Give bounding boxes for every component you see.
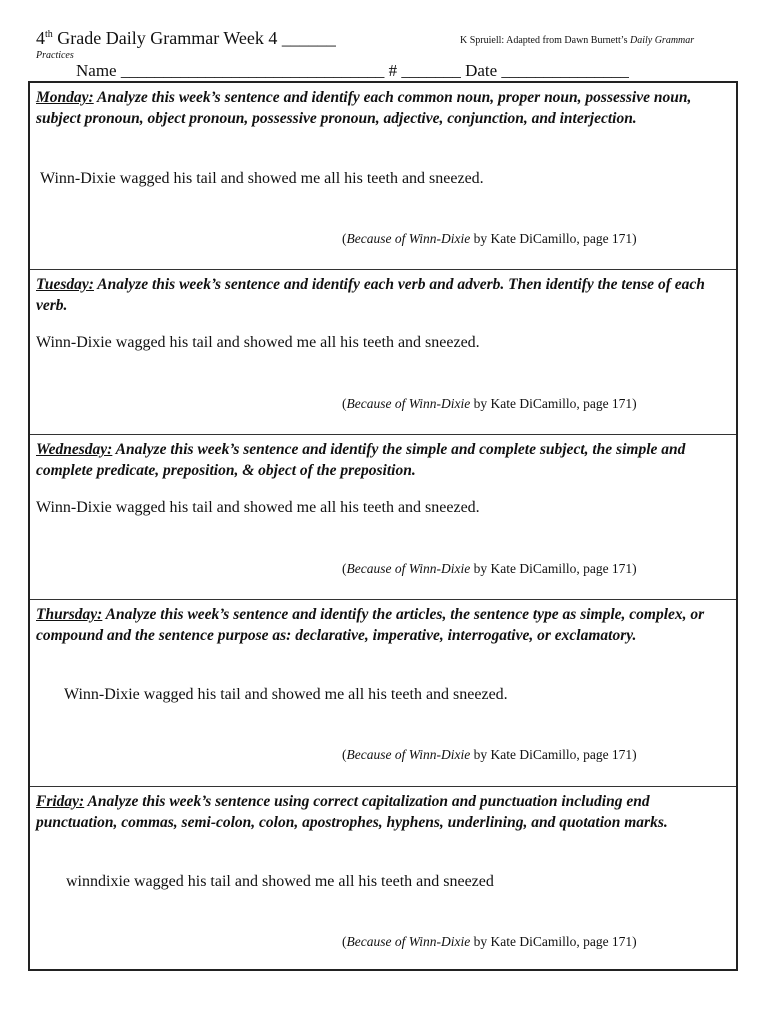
citation-rest: by Kate DiCamillo, page 171)	[470, 934, 637, 949]
page-title	[36, 28, 336, 49]
instruction-text: Analyze this week’s sentence and identify each common noun, proper noun, possessive noun, subject pronoun, object pronoun, possessive pronoun, adjective, conjunction, and interjection.	[36, 89, 692, 127]
day-label: Tuesday:	[36, 276, 94, 293]
instruction	[36, 604, 731, 646]
citation-rest: by Kate DiCamillo, page 171)	[470, 747, 637, 762]
instruction-text: Analyze this week’s sentence using correct capitalization and punctuation including end punctuation, commas, semi-colon, colon, apostrophes, hyphens, underlining, and quotation marks.	[36, 793, 668, 831]
citation	[342, 231, 637, 247]
instruction	[36, 791, 731, 833]
citation-rest: by Kate DiCamillo, page 171)	[470, 561, 637, 576]
instruction	[36, 439, 731, 481]
citation-book: Because of Winn-Dixie	[346, 934, 471, 949]
citation	[342, 934, 637, 950]
citation-rest: by Kate DiCamillo, page 171)	[470, 396, 637, 411]
credit-continuation: Practices	[36, 50, 74, 61]
day-section-friday	[30, 787, 736, 969]
worksheet-table	[28, 81, 738, 971]
citation-book: Because of Winn-Dixie	[346, 561, 471, 576]
day-section-monday	[30, 83, 736, 270]
citation-open: (	[342, 396, 347, 411]
citation	[342, 747, 637, 763]
day-label: Thursday:	[36, 606, 103, 623]
sentence: Winn-Dixie wagged his tail and showed me all his teeth and sneezed.	[36, 499, 480, 516]
day-label: Wednesday:	[36, 441, 113, 458]
citation-open: (	[342, 934, 347, 949]
credit-text: K Spruiell: Adapted from Dawn Burnett’s	[460, 35, 630, 46]
name-number-date-line: Name _______________________________ # _______ Date _______________	[76, 61, 629, 80]
title-text: Grade Daily Grammar Week 4 ______	[52, 28, 336, 48]
sentence: Winn-Dixie wagged his tail and showed me all his teeth and sneezed.	[40, 170, 484, 187]
title-ordinal: th	[45, 29, 53, 40]
instruction-text: Analyze this week’s sentence and identify the articles, the sentence type as simple, complex, or compound and the sentence purpose as: declarative, imperative, interrogative, or exclamatory.	[36, 606, 705, 644]
citation-book: Because of Winn-Dixie	[346, 747, 471, 762]
citation-book: Because of Winn-Dixie	[346, 396, 471, 411]
instruction	[36, 274, 731, 316]
citation-open: (	[342, 561, 347, 576]
instruction-text: Analyze this week’s sentence and identify the simple and complete subject, the simple and complete predicate, preposition, & object of the preposition.	[36, 441, 686, 479]
day-section-wednesday	[30, 435, 736, 600]
credit-source: Daily Grammar	[629, 35, 695, 46]
sentence: Winn-Dixie wagged his tail and showed me all his teeth and sneezed.	[64, 686, 508, 703]
citation-book: Because of Winn-Dixie	[346, 231, 471, 246]
sentence: winndixie wagged his tail and showed me all his teeth and sneezed	[66, 873, 494, 890]
day-label: Friday:	[36, 793, 85, 810]
citation	[342, 396, 637, 412]
sentence: Winn-Dixie wagged his tail and showed me all his teeth and sneezed.	[36, 334, 480, 351]
day-section-thursday	[30, 600, 736, 787]
day-label: Monday:	[36, 89, 94, 106]
author-credit	[460, 35, 694, 46]
citation	[342, 561, 637, 577]
instruction	[36, 87, 731, 129]
day-section-tuesday	[30, 270, 736, 435]
citation-open: (	[342, 747, 347, 762]
title-grade: 4	[36, 28, 45, 48]
citation-rest: by Kate DiCamillo, page 171)	[470, 231, 637, 246]
citation-open: (	[342, 231, 347, 246]
instruction-text: Analyze this week’s sentence and identify each verb and adverb. Then identify the tense of each verb.	[36, 276, 705, 314]
